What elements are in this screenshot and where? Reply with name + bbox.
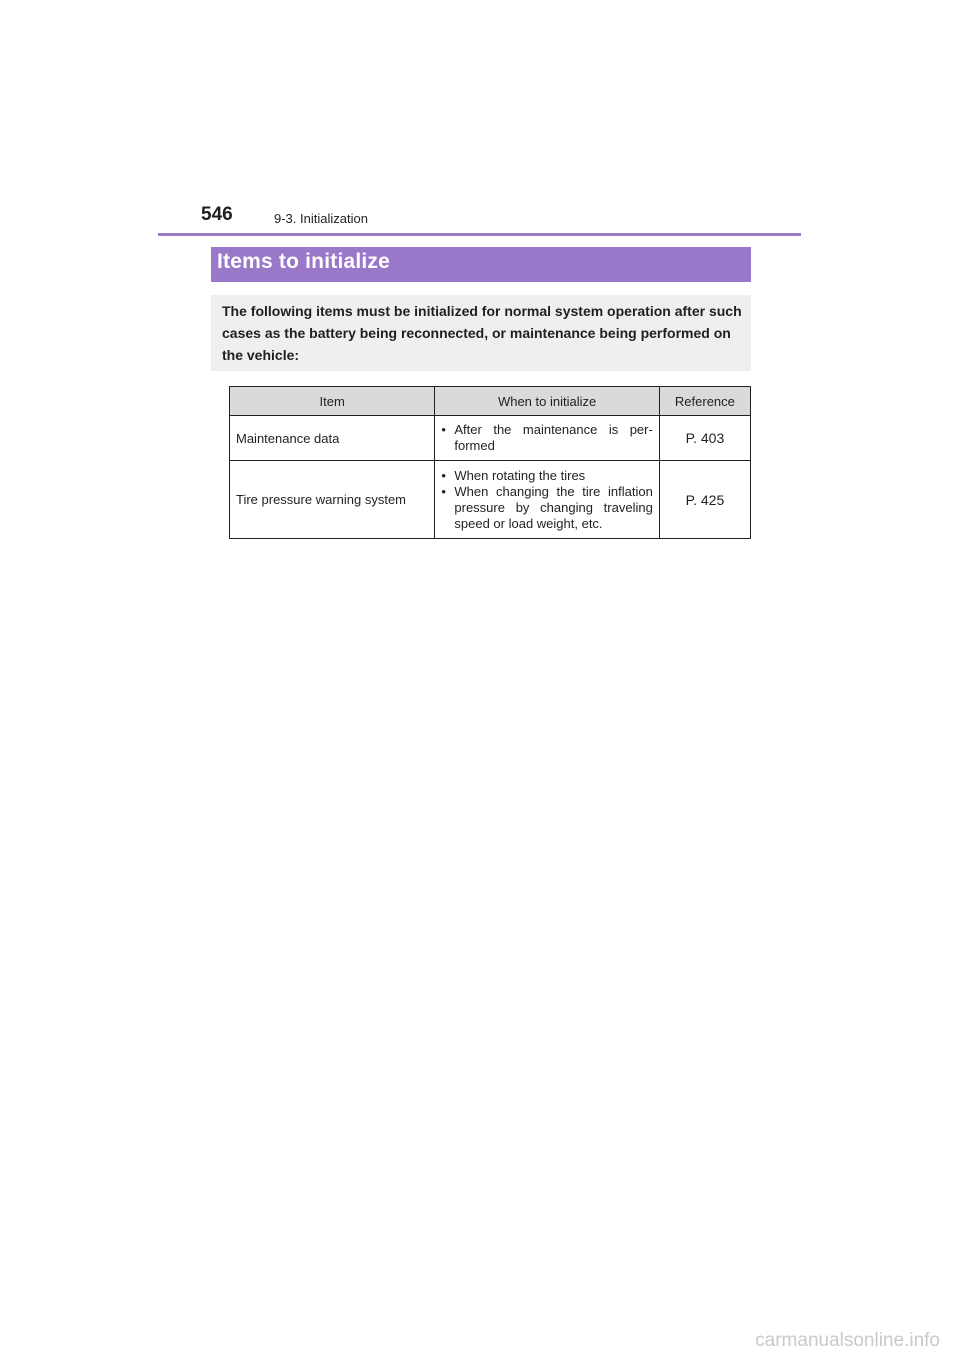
page-header (158, 200, 801, 236)
header-item: Item (230, 387, 435, 416)
section-title-bar (211, 247, 751, 282)
header-when-to-initialize: When to initialize (435, 387, 659, 416)
table-row (230, 416, 751, 461)
list-item (441, 422, 652, 454)
watermark: carmanualsonline.info (755, 1330, 940, 1351)
bullet-icon: • (441, 483, 446, 499)
reference-link[interactable]: P. 403 (659, 416, 750, 461)
intro-text: The following items must be initialized for normal system operation after such cases as the battery being reconnected, or maintenance being performed on the vehicle: (222, 303, 742, 363)
list-item-text: When changing the tire inflation pressure by changing traveling speed or load weight, etc. (454, 483, 653, 531)
list-item-text: After the maintenance is per- formed (454, 422, 653, 453)
initialization-table (229, 386, 751, 539)
section-title: Items to initialize (217, 250, 390, 273)
section-path: 9-3. Initialization (274, 211, 368, 226)
reference-link[interactable]: P. 425 (659, 461, 750, 539)
when-list (441, 468, 652, 532)
when-list (441, 422, 652, 454)
bullet-icon: • (441, 467, 446, 483)
list-item (441, 468, 652, 484)
header-reference: Reference (659, 387, 750, 416)
list-item (441, 484, 652, 532)
intro-box (211, 295, 751, 371)
bullet-icon: • (441, 422, 446, 437)
item-cell: Tire pressure warning system (230, 461, 435, 539)
table-header-row (230, 387, 751, 416)
when-cell (435, 416, 659, 461)
item-cell: Maintenance data (230, 416, 435, 461)
list-item-text: When rotating the tires (454, 467, 586, 483)
page-number: 546 (201, 204, 233, 225)
when-cell (435, 461, 659, 539)
table-row (230, 461, 751, 539)
